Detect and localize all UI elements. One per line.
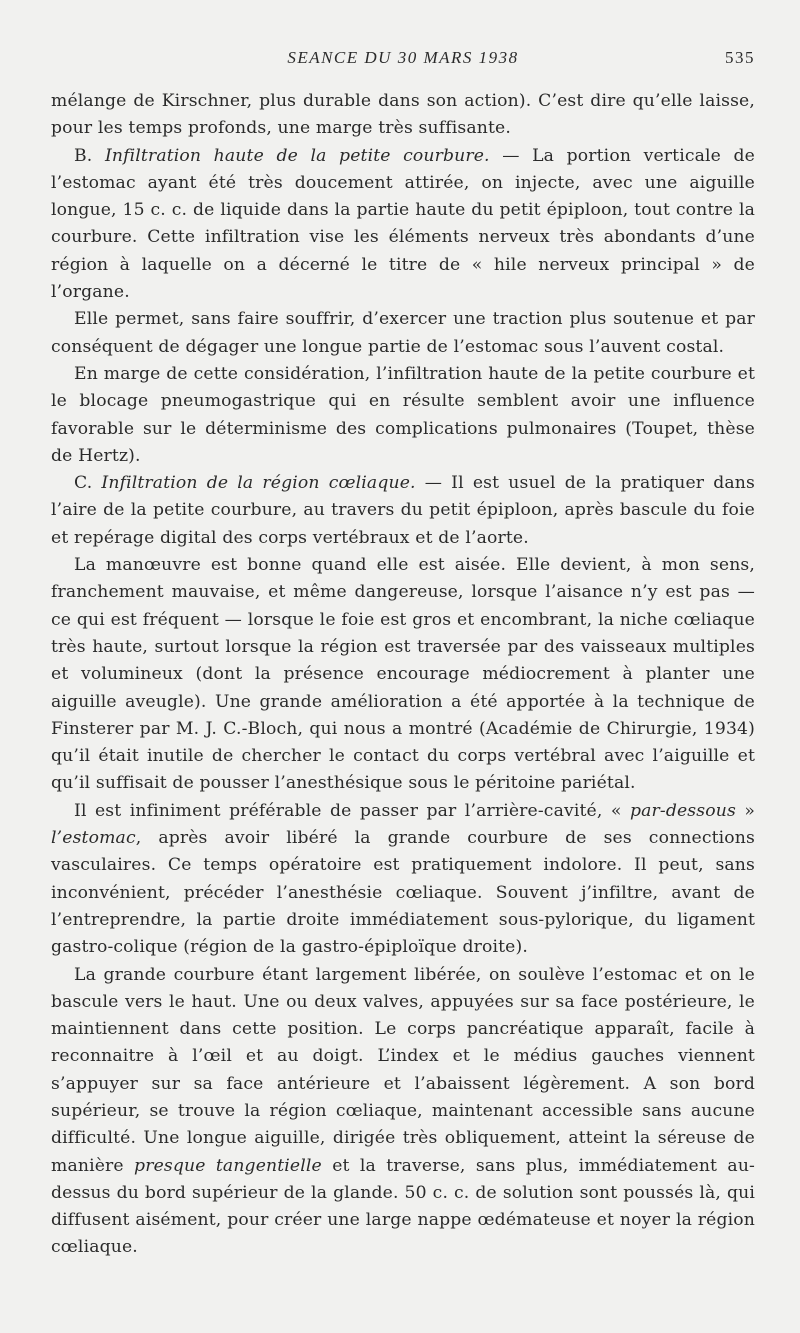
text-run: C. bbox=[74, 473, 102, 494]
text-run: La manœuvre est bonne quand elle est aisée. Elle devient, à mon sens, franchement mauvaise, et même dangereuse, lorsque l’aisance n’y est pas — ce qui est fréquent — lorsque le foie est gros et encombrant, la niche cœliaque très haute, surtout lorsque la région est traversée par des vaisseaux multiples et volumineux (dont la présence encourage médiocrement à planter une aiguille aveugle). Une grande amélioration a été apportée à la technique de Finsterer par M. J. C.-Bloch, qui nous a montré (Académie de Chirurgie, 1934) qu’il était inutile de chercher le contact du corps vertébral avec l’aiguille et qu’il suffisait de pousser l’anesthésique sous le péritoine pariétal. bbox=[51, 555, 755, 794]
italic-text: presque tangentielle bbox=[134, 1155, 322, 1176]
paragraph bbox=[51, 798, 755, 962]
paragraph bbox=[51, 962, 755, 1262]
text-run: Il est infiniment préférable de passer par l’arrière-cavité, « bbox=[74, 800, 630, 821]
text-run: En marge de cette considération, l’infiltration haute de la petite courbure et le blocage pneumogastrique qui en résulte semblent avoir une influence favorable sur le déterminisme des complications pulmonaires (Toupet, thèse de Hertz). bbox=[51, 363, 755, 466]
text-run: Elle permet, sans faire souffrir, d’exercer une traction plus soutenue et par conséquent de dégager une longue partie de l’estomac sous l’auvent costal. bbox=[51, 309, 755, 357]
running-title: SEANCE DU 30 MARS 1938 bbox=[287, 48, 519, 67]
text-run: — Il est usuel de la pratiquer dans l’aire de la petite courbure, au travers du petit épiploon, après bascule du foie et repérage digital des corps vertébraux et de l’aorte. bbox=[51, 473, 755, 548]
paragraph bbox=[51, 88, 755, 143]
text-run: et la traverse, sans plus, immédiatement au-dessus du bord supérieur de la glande. 50 c. c. de solution sont poussés là, qui diffusent aisément, pour créer une large nappe œdémateuse et noyer la région cœliaque. bbox=[51, 1155, 755, 1258]
text-run: mélange de Kirschner, plus durable dans son action). C’est dire qu’elle laisse, pour les temps profonds, une marge très suffisante. bbox=[51, 91, 755, 139]
italic-text: l’estomac bbox=[51, 828, 136, 849]
italic-text: par-dessous bbox=[629, 800, 736, 821]
body-text bbox=[51, 88, 755, 1262]
text-run: B. bbox=[74, 145, 105, 166]
text-run: La grande courbure étant largement libérée, on soulève l’estomac et on le bascule vers le haut. Une ou deux valves, appuyées sur sa face postérieure, le maintiennent dans cette position. Le corps pancréatique apparaît, facile à reconnaitre à l’œil et au doigt. L’index et le médius gauches viennent s’appuyer sur sa face antérieure et l’abaissent légèrement. A son bord supérieur, se trouve la région cœliaque, maintenant accessible sans aucune difficulté. Une longue aiguille, dirigée très obliquement, atteint la séreuse de manière bbox=[51, 964, 755, 1176]
paragraph bbox=[51, 361, 755, 470]
paragraph bbox=[51, 306, 755, 361]
text-run: » bbox=[735, 800, 756, 821]
text-run: , après avoir libéré la grande courbure de ses connections vasculaires. Ce temps opératoire est pratiquement indolore. Il peut, sans inconvénient, précéder l’anesthésie cœliaque. Souvent j’infiltre, avant de l’entreprendre, la partie droite immédiatement sous-pylorique, du ligament gastro-colique (région de la gastro-épiploïque droite). bbox=[51, 828, 755, 958]
paragraph bbox=[51, 470, 755, 552]
italic-text: Infiltration haute de la petite courbure. bbox=[104, 145, 490, 166]
page-number: 535 bbox=[725, 48, 755, 67]
page-header bbox=[51, 48, 755, 74]
text-run: — La portion verticale de l’estomac ayant été très doucement attirée, on injecte, avec une aiguille longue, 15 c. c. de liquide dans la partie haute du petit épiploon, tout contre la courbure. Cette infiltration vise les éléments nerveux très abondants d’une région à laquelle on a décerné le titre de « hile nerveux principal » de l’organe. bbox=[51, 145, 756, 303]
paragraph bbox=[51, 552, 755, 798]
paragraph bbox=[51, 143, 755, 307]
italic-text: Infiltration de la région cœliaque. bbox=[101, 473, 416, 494]
